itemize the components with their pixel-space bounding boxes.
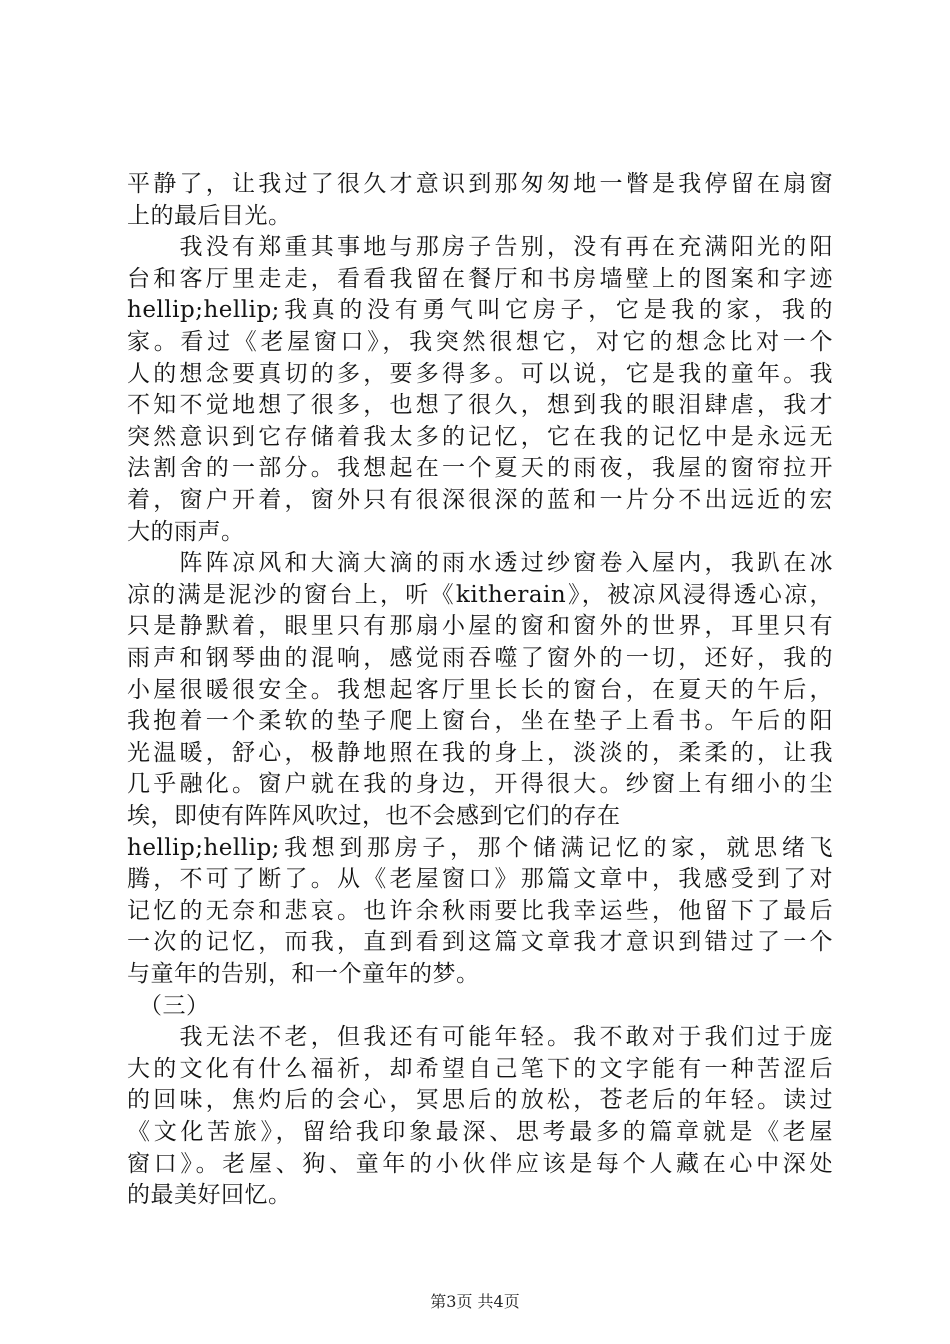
- body-line: 与童年的告别，和一个童年的梦。: [127, 961, 480, 987]
- body-line: 记忆的无奈和悲哀。也许余秋雨要比我幸运些，他留下了最后: [127, 897, 833, 924]
- body-line: 突然意识到它存储着我太多的记忆，它在我的记忆中是永远无: [127, 423, 833, 450]
- body-line: 光温暖，舒心，极静地照在我的身上，淡淡的，柔柔的，让我: [127, 739, 833, 766]
- body-line: hellip;hellip;我想到那房子，那个储满记忆的家，就思绪飞: [127, 834, 833, 861]
- body-line: 雨声和钢琴曲的混响，感觉雨吞噬了窗外的一切，还好，我的: [127, 645, 833, 671]
- body-line: hellip;hellip;我真的没有勇气叫它房子，它是我的家，我的: [127, 297, 833, 324]
- body-line: 腾，不可了断了。从《老屋窗口》那篇文章中，我感受到了对: [127, 866, 833, 893]
- body-line: 人的想念要真切的多，要多得多。可以说，它是我的童年。我: [127, 360, 833, 387]
- body-line: 平静了，让我过了很久才意识到那匆匆地一瞥是我停留在扇窗: [127, 171, 833, 197]
- body-line: 我抱着一个柔软的垫子爬上窗台，坐在垫子上看书。午后的阳: [127, 708, 833, 735]
- body-line: 我没有郑重其事地与那房子告别，没有再在充满阳光的阳: [127, 234, 833, 261]
- body-line: 阵阵凉风和大滴大滴的雨水透过纱窗卷入屋内，我趴在冰: [127, 550, 833, 577]
- body-line: 一次的记忆，而我，直到看到这篇文章我才意识到错过了一个: [127, 929, 833, 956]
- body-line: 只是静默着，眼里只有那扇小屋的窗和窗外的世界，耳里只有: [127, 613, 833, 640]
- body-line: 凉的满是泥沙的窗台上，听《kitherain》，被凉风浸得透心凉，: [127, 581, 833, 608]
- body-line: 家。看过《老屋窗口》，我突然很想它，对它的想念比对一个: [127, 329, 833, 355]
- body-line: 大的文化有什么福祈，却希望自己笔下的文字能有一种苦涩后: [127, 1055, 833, 1082]
- body-line: 埃，即使有阵阵风吹过，也不会感到它们的存在: [127, 803, 621, 829]
- body-line: 《文化苦旅》，留给我印象最深、思考最多的篇章就是《老屋: [127, 1119, 833, 1145]
- body-line: 几乎融化。窗户就在我的身边，开得很大。纱窗上有细小的尘: [127, 771, 833, 798]
- body-line: 着，窗户开着，窗外只有很深很深的蓝和一片分不出远近的宏: [127, 487, 833, 513]
- body-line: 小屋很暖很安全。我想起客厅里长长的窗台，在夏天的午后，: [127, 676, 833, 703]
- body-line: 不知不觉地想了很多，也想了很久，想到我的眼泪肆虐，我才: [127, 392, 833, 419]
- body-line: 的最美好回忆。: [127, 1182, 292, 1209]
- body-line: 的回味，焦灼后的会心，冥思后的放松，苍老后的年轻。读过: [127, 1087, 833, 1114]
- body-line: 窗口》。老屋、狗、童年的小伙伴应该是每个人藏在心中深处: [127, 1150, 833, 1177]
- section-heading: （三）: [127, 992, 210, 1019]
- body-line: 法割舍的一部分。我想起在一个夏天的雨夜，我屋的窗帘拉开: [127, 455, 833, 482]
- body-line: 大的雨声。: [127, 518, 245, 545]
- page-number: 第3页 共4页: [430, 1292, 520, 1311]
- body-line: 上的最后目光。: [127, 202, 292, 229]
- body-line: 台和客厅里走走，看看我留在餐厅和书房墙壁上的图案和字迹: [127, 265, 833, 292]
- body-line: 我无法不老，但我还有可能年轻。我不敢对于我们过于庞: [127, 1024, 833, 1051]
